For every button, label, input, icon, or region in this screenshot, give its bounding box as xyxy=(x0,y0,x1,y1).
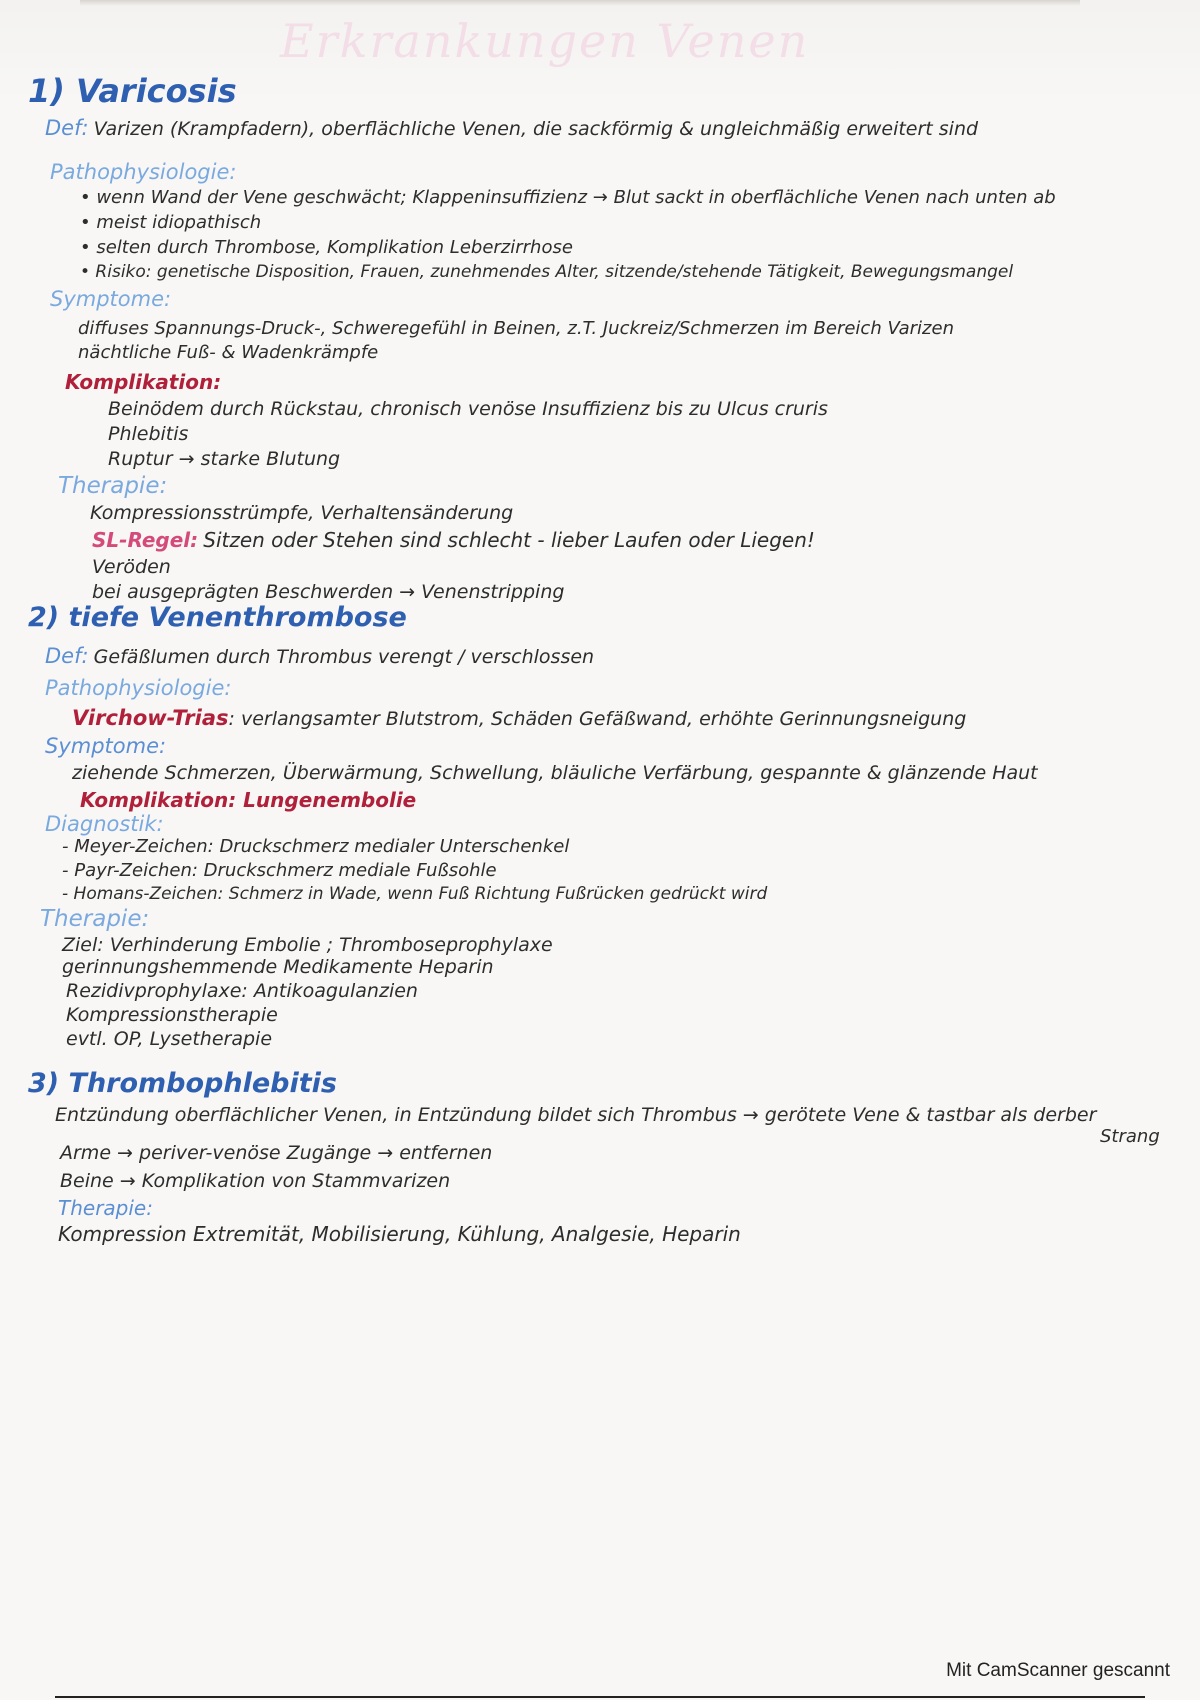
s3-intro: Entzündung oberflächlicher Venen, in Entzündung bildet sich Thrombus → gerötete Vene & tastbar als derber xyxy=(55,1104,1097,1126)
s2-therapie-item: evtl. OP, Lysetherapie xyxy=(66,1028,273,1050)
s1-patho-label: Pathophysiologie: xyxy=(50,160,237,184)
scanner-watermark: Mit CamScanner gescannt xyxy=(946,1660,1170,1681)
s1-patho-item: • Risiko: genetische Disposition, Frauen, zunehmendes Alter, sitzende/stehende Tätigkeit, Bewegungsmangel xyxy=(80,262,1014,282)
s2-symptome-text: ziehende Schmerzen, Überwärmung, Schwellung, bläuliche Verfärbung, gespannte & glänzende Haut xyxy=(72,762,1038,784)
s2-therapie-item: Ziel: Verhinderung Embolie ; Thromboseprophylaxe xyxy=(62,934,553,956)
s2-therapie-item: Kompressionstherapie xyxy=(66,1004,278,1026)
s1-symptome-label: Symptome: xyxy=(50,287,172,311)
s3-therapie-label: Therapie: xyxy=(58,1196,153,1220)
s1-komplikation-item: Phlebitis xyxy=(108,423,189,445)
s1-patho-item: • wenn Wand der Vene geschwächt; Klappeninsuffizienz → Blut sackt in oberflächliche Venen nach unten ab xyxy=(80,187,1056,208)
s2-therapie-item: Rezidivprophylaxe: Antikoagulanzien xyxy=(66,980,418,1002)
s2-diagnostik-label: Diagnostik: xyxy=(45,812,164,836)
s2-diagnostik-item: - Homans-Zeichen: Schmerz in Wade, wenn Fuß Richtung Fußrücken gedrückt wird xyxy=(62,884,768,904)
def-label: Def: xyxy=(45,116,89,140)
s1-symptom-item: diffuses Spannungs-Druck-, Schweregefühl in Beinen, z.T. Juckreiz/Schmerzen im Bereich Varizen xyxy=(78,318,954,339)
section-1-heading: 1) Varicosis xyxy=(28,72,237,110)
page-title: Erkrankungen Venen xyxy=(280,14,810,68)
def-label: Def: xyxy=(45,644,89,668)
bottom-divider xyxy=(55,1696,1145,1698)
s1-therapie-item: Kompressionsstrümpfe, Verhaltensänderung xyxy=(90,502,514,524)
s2-diagnostik-item: - Meyer-Zeichen: Druckschmerz medialer Unterschenkel xyxy=(62,836,570,857)
page-edge-shadow xyxy=(80,0,1080,6)
s1-symptom-item: nächtliche Fuß- & Wadenkrämpfe xyxy=(78,342,379,363)
sl-regel-label: SL-Regel: xyxy=(92,528,199,552)
s3-item: Arme → periver-venöse Zugänge → entfernen xyxy=(60,1142,493,1164)
s3-therapie-text: Kompression Extremität, Mobilisierung, Kühlung, Analgesie, Heparin xyxy=(58,1222,741,1246)
s2-symptome-label: Symptome: xyxy=(45,734,167,758)
s1-komplikation-item: Beinödem durch Rückstau, chronisch venöse Insuffizienz bis zu Ulcus cruris xyxy=(108,398,828,420)
s1-komplikation-label: Komplikation: xyxy=(65,370,222,394)
s2-therapie-label: Therapie: xyxy=(40,906,150,932)
s1-komplikation-item: Ruptur → starke Blutung xyxy=(108,448,341,470)
s1-sl-regel xyxy=(92,528,815,552)
s1-patho-item: • meist idiopathisch xyxy=(80,212,262,233)
s1-therapie-label: Therapie: xyxy=(58,473,168,499)
s2-diagnostik-item: - Payr-Zeichen: Druckschmerz mediale Fußsohle xyxy=(62,860,497,881)
s2-komplikation: Komplikation: Lungenembolie xyxy=(80,788,417,812)
s3-intro-cont: Strang xyxy=(1100,1126,1160,1147)
section-3-heading: 3) Thrombophlebitis xyxy=(28,1068,337,1099)
s2-definition xyxy=(45,644,594,668)
s1-patho-item: • selten durch Thrombose, Komplikation Leberzirrhose xyxy=(80,237,573,258)
s2-patho-label: Pathophysiologie: xyxy=(45,676,232,700)
s2-virchow xyxy=(72,706,966,730)
virchow-text: : verlangsamter Blutstrom, Schäden Gefäßwand, erhöhte Gerinnungsneigung xyxy=(228,708,967,730)
def-text: Gefäßlumen durch Thrombus verengt / verschlossen xyxy=(93,646,595,668)
sl-regel-text: Sitzen oder Stehen sind schlecht - lieber Laufen oder Liegen! xyxy=(203,528,815,552)
s1-therapie-item: bei ausgeprägten Beschwerden → Venenstripping xyxy=(92,581,565,603)
s1-therapie-item: Veröden xyxy=(92,556,171,578)
def-text: Varizen (Krampfadern), oberflächliche Venen, die sackförmig & ungleichmäßig erweitert sind xyxy=(93,118,979,140)
section-2-heading: 2) tiefe Venenthrombose xyxy=(28,602,407,633)
s3-item: Beine → Komplikation von Stammvarizen xyxy=(60,1170,451,1192)
s2-therapie-item: gerinnungshemmende Medikamente Heparin xyxy=(62,956,494,978)
virchow-label: Virchow-Trias xyxy=(72,706,229,730)
s1-definition xyxy=(45,116,978,140)
